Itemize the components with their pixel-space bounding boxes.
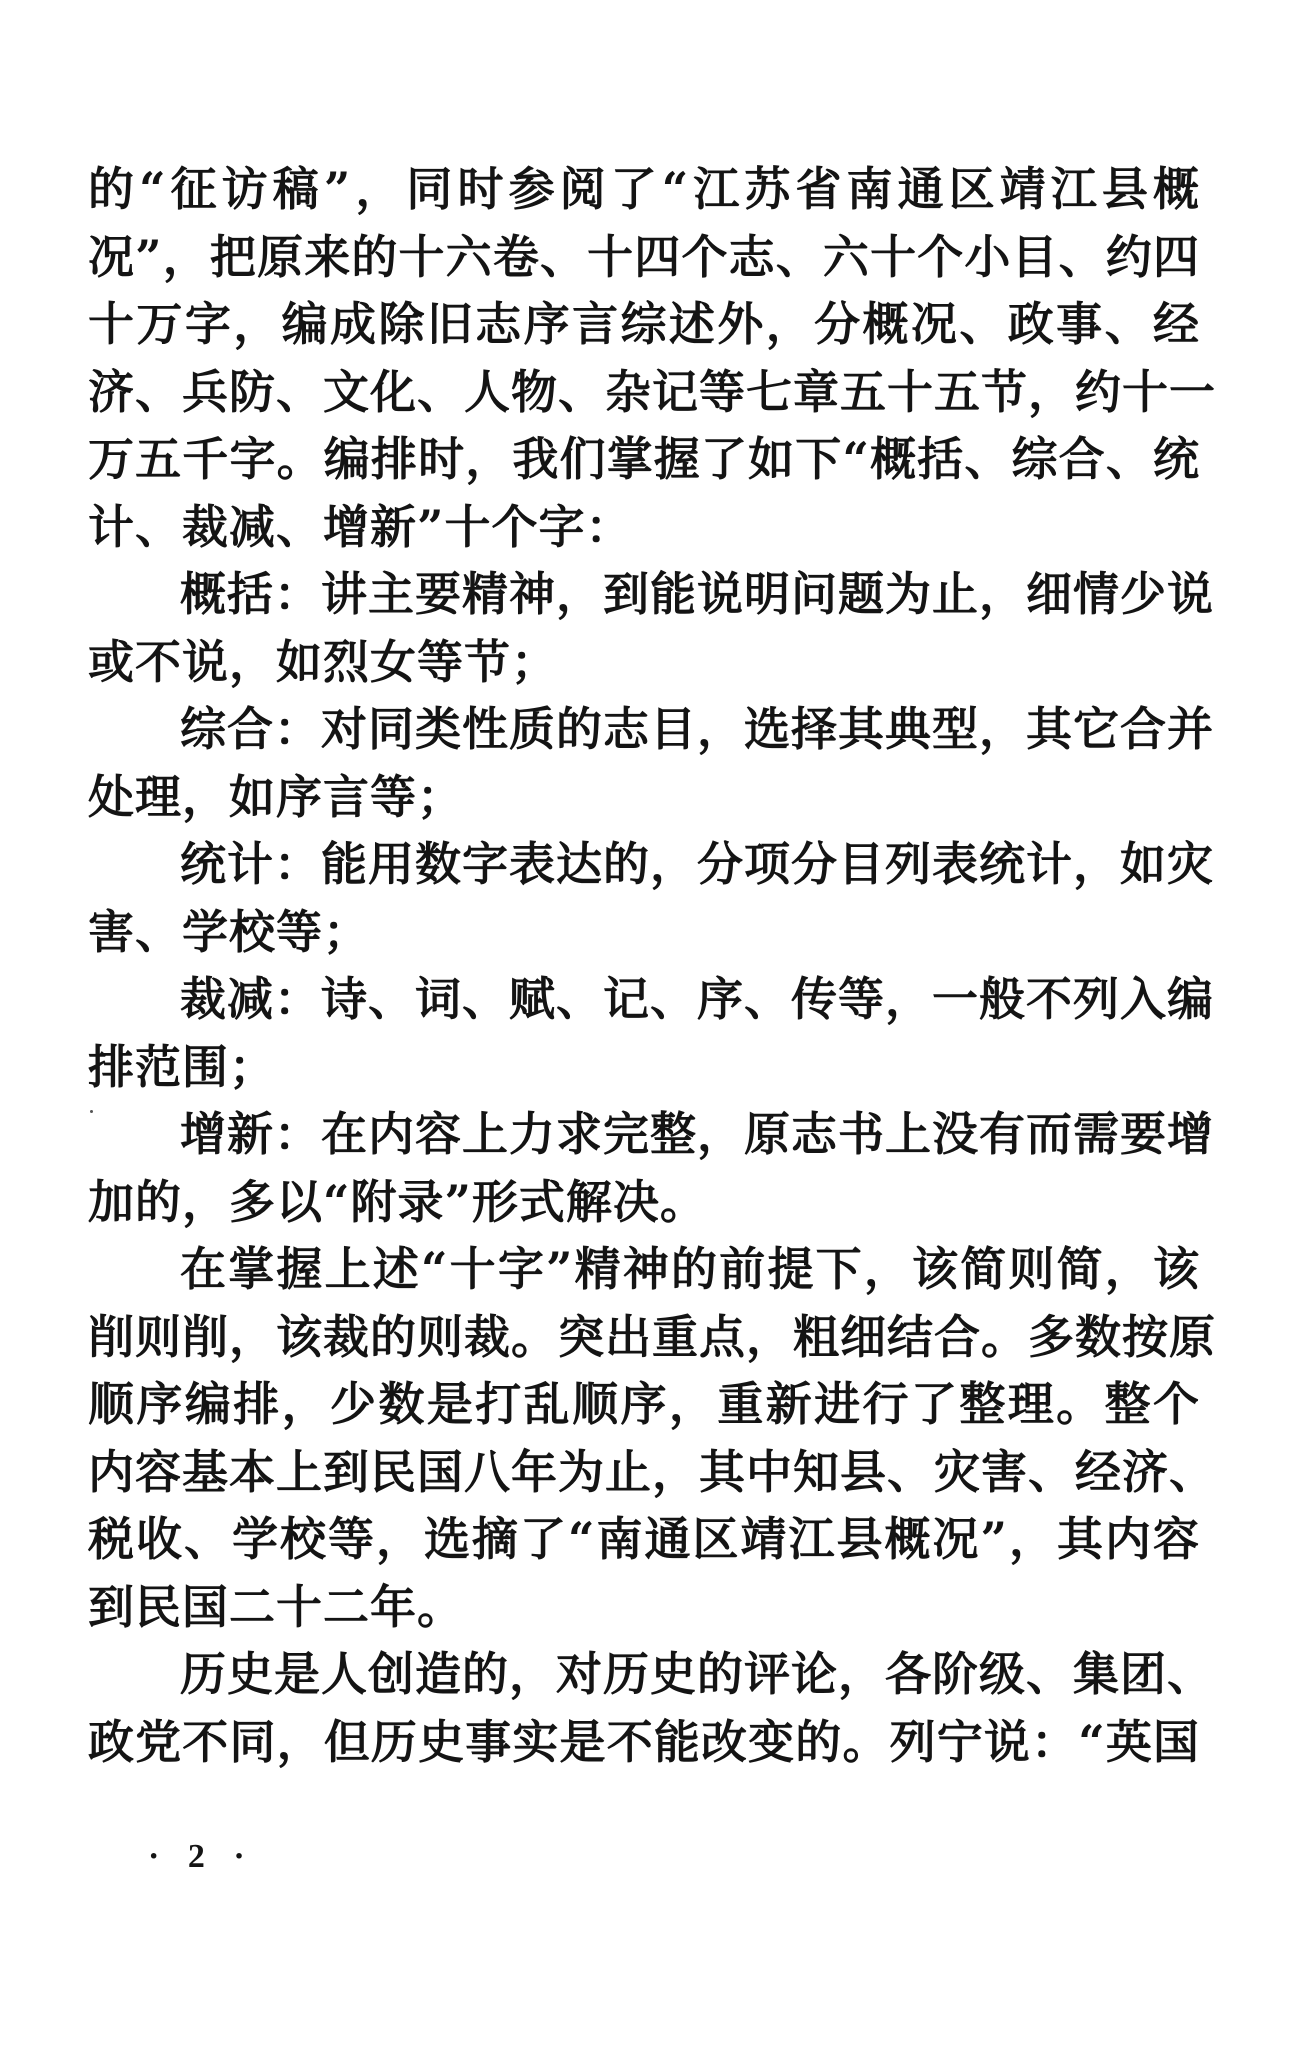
text-line: 或不说，如烈女等节； <box>88 634 558 689</box>
text-line: 概括：讲主要精神，到能说明问题为止，细情少说 <box>180 567 1214 621</box>
text-line: 增新：在内容上力求完整，原志书上没有而需要增 <box>180 1107 1214 1161</box>
text-line: 加的，多以“附录”形式解决。 <box>88 1174 707 1229</box>
text-line: 顺序编排，少数是打乱顺序，重新进行了整理。整个 <box>88 1377 1200 1431</box>
text-line: 济、兵防、文化、人物、杂记等七章五十五节，约十一 <box>88 364 1216 419</box>
body-text <box>88 156 1216 1776</box>
text-line: 综合：对同类性质的志目，选择其典型，其它合并 <box>180 702 1214 756</box>
text-line: 十万字，编成除旧志序言综述外，分概况、政事、经 <box>88 297 1200 351</box>
text-line: 排范围； <box>88 1039 276 1094</box>
text-line: 政党不同，但历史事实是不能改变的。列宁说：“英国 <box>88 1714 1200 1769</box>
text-line: 历史是人创造的，对历史的评论，各阶级、集团、 <box>180 1647 1214 1701</box>
scan-speck <box>90 1110 93 1113</box>
text-line: 况”，把原来的十六卷、十四个志、六十个小目、约四 <box>88 229 1200 284</box>
text-line: 裁减：诗、词、赋、记、序、传等，一般不列入编 <box>180 972 1214 1026</box>
text-line: 处理，如序言等； <box>88 769 464 824</box>
text-line: 的“征访稿”，同时参阅了“江苏省南通区靖江县概 <box>88 162 1200 216</box>
text-line: 税收、学校等，选摘了“南通区靖江县概况”，其内容 <box>88 1512 1200 1566</box>
text-line: 计、裁减、增新”十个字： <box>88 499 633 554</box>
text-line: 在掌握上述“十字”精神的前提下，该简则简，该 <box>180 1242 1200 1296</box>
text-line: 万五千字。编排时，我们掌握了如下“概括、综合、统 <box>88 432 1200 486</box>
text-line: 内容基本上到民国八年为止，其中知县、灾害、经济、 <box>88 1444 1216 1499</box>
page-number: · 2 · <box>148 1838 255 1875</box>
text-line: 统计：能用数字表达的，分项分目列表统计，如灾 <box>180 837 1214 891</box>
text-line: 到民国二十二年。 <box>88 1579 464 1634</box>
text-line: 害、学校等； <box>88 904 370 959</box>
text-line: 削则削，该裁的则裁。突出重点，粗细结合。多数按原 <box>88 1309 1216 1364</box>
